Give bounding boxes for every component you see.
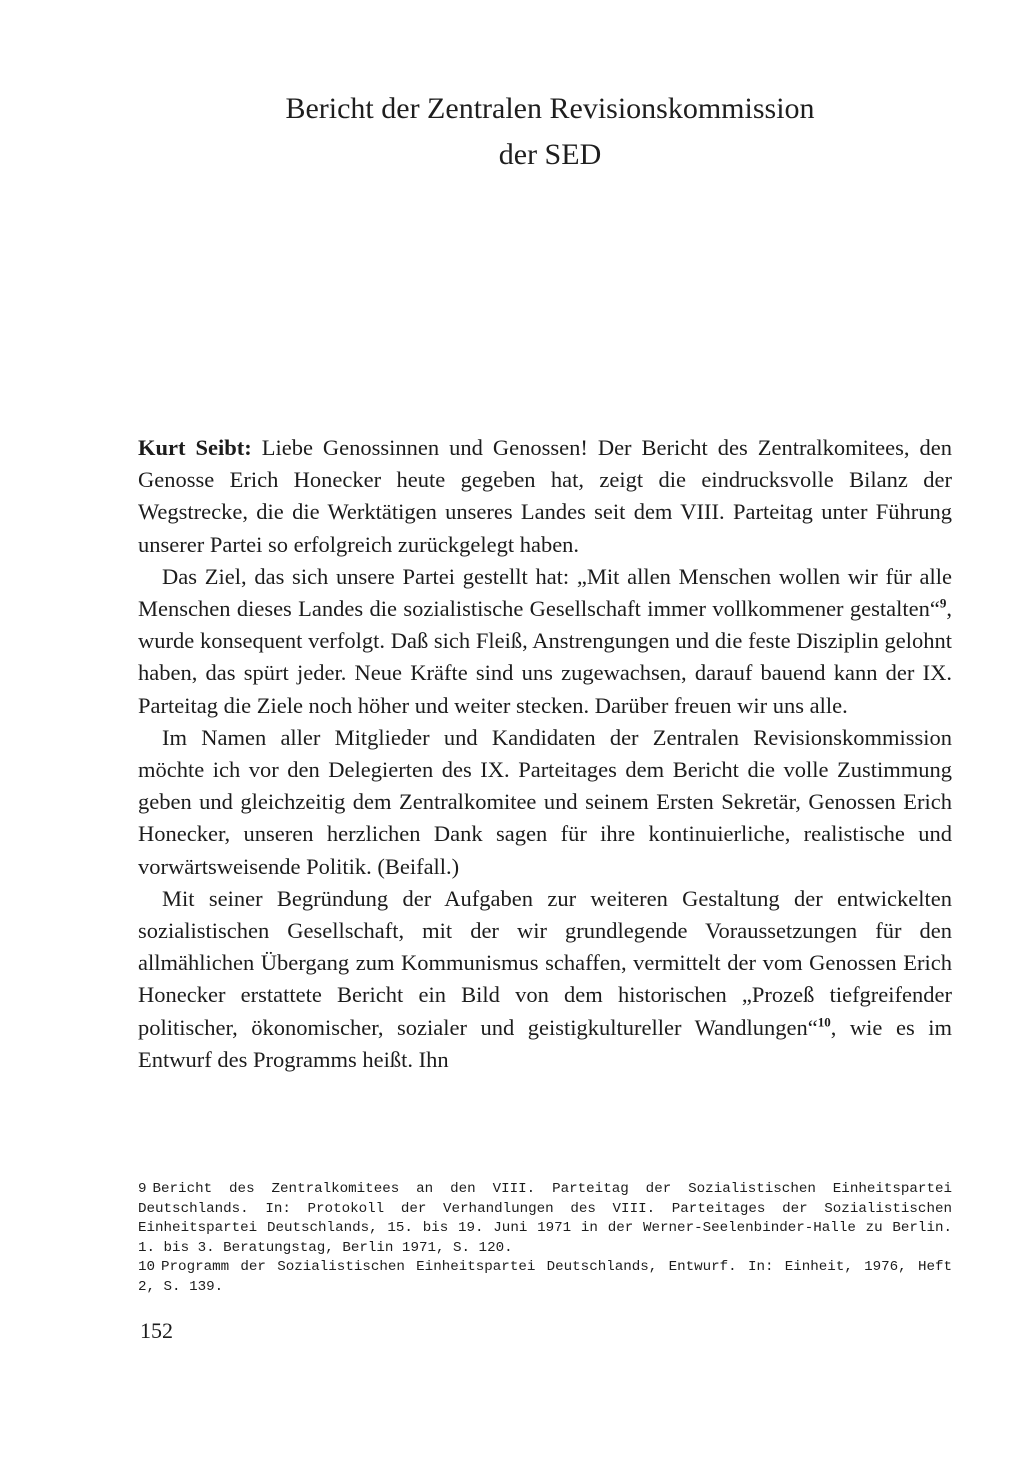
title-line-1: Bericht der Zentralen Revisionskommission — [285, 92, 815, 125]
speaker-name: Kurt Seibt: — [138, 435, 252, 460]
paragraph-2 — [138, 561, 952, 722]
footnote-text: Bericht des Zentralkomitees an den VIII. Parteitag der Sozialistischen Einheitspartei Deutschlands. In: Protokoll der Verhandlungen des VIII. Parteitages der Sozialistischen Einheitspartei Deutschlands, 15. bis 19. Juni 1971 in der Werner-Seelenbinder-Halle zu Berlin. 1. bis 3. Beratungstag, Berlin 1971, S. 120. — [138, 1181, 952, 1256]
paragraph-4-text-b: , wie es im Entwurf des Programms heißt. Ihn — [138, 1014, 952, 1072]
page-number: 152 — [140, 1318, 173, 1343]
footnote-number: 10 — [138, 1259, 156, 1275]
title-line-2: der SED — [498, 138, 602, 171]
footnote-text: Programm der Sozialistischen Einheitspartei Deutschlands, Entwurf. In: Einheit, 1976, Heft 2, S. 139. — [138, 1259, 952, 1295]
footnote-10 — [138, 1258, 952, 1297]
footnote-ref-9[interactable]: 9 — [939, 595, 947, 611]
footnote-9 — [138, 1180, 952, 1258]
paragraph-2-text-b: , wurde konsequent verfolgt. Daß sich Fleiß, Anstrengungen und die feste Disziplin gelohnt haben, das spürt jeder. Neue Kräfte sind uns zugewachsen, darauf bauend kann der IX. Parteitag die Ziele noch höher und weiter stecken. Darüber freuen wir uns alle. — [138, 596, 952, 718]
footnote-ref-10[interactable]: 10 — [817, 1014, 831, 1030]
paragraph-2-text-a: Das Ziel, das sich unsere Partei gestellt hat: „Mit allen Menschen wollen wir für alle Menschen dieses Landes die sozialistische Gesellschaft immer vollkommener gestalten“ — [138, 563, 952, 622]
paragraph-1-text: Liebe Genossinnen und Genossen! Der Bericht des Zentralkomitees, den Genosse Erich Honecker heute gegeben hat, zeigt die eindrucksvolle Bilanz der Wegstrecke, die die Werktätigen unseres Landes seit dem VIII. Parteitag unter Führung unserer Partei so erfolgreich zurückgelegt haben. — [138, 435, 952, 557]
footnotes — [138, 1180, 952, 1297]
paragraph-3: Im Namen aller Mitglieder und Kandidaten der Zentralen Revisionskommission möchte ich vor den Delegierten des IX. Parteitages dem Bericht die volle Zustimmung geben und gleichzeitig dem Zentralkomitee und seinem Ersten Sekretär, Genossen Erich Honecker, unseren herzlichen Dank sagen für ihre kontinuierliche, realistische und vorwärtsweisende Politik. (Beifall.) — [138, 724, 952, 879]
page-title — [140, 86, 960, 178]
paragraph-1 — [138, 432, 952, 561]
paragraph-4-text-a: Mit seiner Begründung der Aufgaben zur weiteren Gestaltung der entwickelten sozialistischen Gesellschaft, mit der wir grundlegende Voraussetzungen für den allmählichen Übergang zum Kommunismus schaffen, vermittelt der vom Genossen Erich Honecker erstattete Bericht ein Bild von dem historischen „Prozeß tiefgreifender politischer, ökonomischer, sozialer und geistigkultureller Wandlungen“ — [138, 885, 952, 1040]
paragraph-4 — [138, 883, 952, 1076]
footnote-number: 9 — [138, 1181, 147, 1197]
body-text — [138, 432, 952, 1076]
